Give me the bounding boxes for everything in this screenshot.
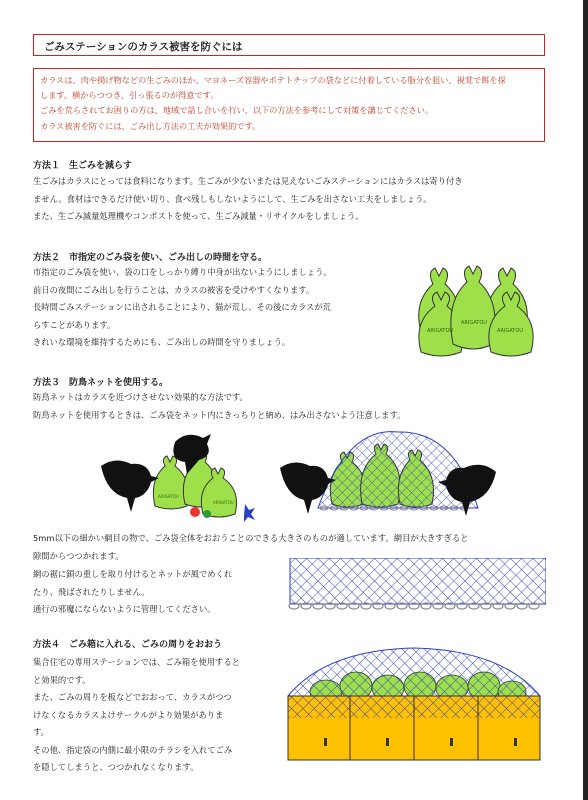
text-line: 5mm以下の細かい網目の物で、ごみ袋全体をおおうことのできる大きさのものが適しています。網目が大きすぎると	[33, 533, 469, 543]
intro-line: ごみを荒らされてお困りの方は、地域で話し合いを行い、以下の方法を参考にして対策を講じてください。	[40, 105, 434, 116]
protection-net-illustration	[278, 428, 498, 524]
intro-line: カラスは、肉や揚げ物などの生ごみのほか、マヨネーズ容器やポテトチップの袋などに付着している脂分を狙い、視覚で餌を探	[40, 75, 506, 85]
text-line: きれいな環境を維持するためにも、ごみ出しの時間を守りましょう。	[33, 337, 291, 347]
method4-text	[33, 654, 240, 777]
text-line: と効果的です。	[33, 674, 91, 685]
text-line: 網の裾に鎖の重しを取り付けるとネットが風でめくれ	[33, 569, 233, 579]
text-line: 防鳥ネットを使用するときは、ごみ袋をネット内にきっちりと納め、はみ出さないよう注意します。	[33, 409, 406, 420]
text-line: す。	[33, 727, 49, 737]
text-line: 通行の邪魔にならないように管理してください。	[33, 604, 216, 614]
text-line: 防鳥ネットはカラスを近づけさせない効果的な方法です。	[33, 392, 248, 402]
text-line: ません。食材はできるだけ使い切り、食べ残しもしないようにして、生ごみを出さない工夫をしましょう。	[33, 193, 432, 204]
bag-label: ARIGATOU	[427, 328, 453, 334]
method3-net-text	[33, 566, 232, 619]
page-title	[33, 34, 545, 56]
text-line: また、生ごみ減量処理機やコンポストを使って、生ごみ減量・リサイクルをしましょう。	[33, 211, 364, 221]
text-line: たり、飛ばされたりしません。	[33, 586, 150, 597]
text-line: 長時間ごみステーションに出されることにより、猫が荒し、その後にカラスが荒	[33, 302, 331, 312]
method3-heading: 方法３ 防鳥ネットを使用する。	[33, 378, 169, 388]
method3-text	[33, 389, 405, 424]
method2-text	[33, 264, 332, 352]
text-line: を隠してしまうと、つつかれなくなります。	[33, 762, 199, 772]
method2-heading: 方法２ 市指定のごみ袋を使い、ごみ出しの時間を守る。	[33, 253, 268, 263]
crow-proof-box-illustration	[286, 646, 542, 762]
text-line: また、ごみの周りを板などでおおって、カラスがつつ	[33, 692, 232, 702]
bird-net	[288, 648, 540, 696]
text-line: 集合住宅の専用ステーションでは、ごみ箱を使用すると	[33, 657, 240, 667]
text-line: 前日の夜間にごみ出しを行うことは、カラスの被害を受けやすくなります。	[33, 284, 315, 295]
page-title-text: ごみステーションのカラス被害を防ぐには	[44, 41, 243, 53]
crow-icon	[101, 460, 159, 512]
method4-heading: 方法４ ごみ箱に入れる、ごみの周りをおおう	[33, 640, 223, 650]
scattered-trash	[244, 504, 255, 522]
bird-net	[290, 558, 546, 604]
net-chain-illustration	[284, 558, 546, 616]
crows-scavenging-illustration	[95, 426, 265, 524]
text-line: らすことがあります。	[33, 319, 116, 330]
bag-label: ARIGATOU	[461, 320, 487, 326]
method1-heading: 方法１ 生ごみを減らす	[33, 161, 133, 171]
scattered-trash	[203, 510, 211, 518]
text-line: 生ごみはカラスにとっては食料になります。生ごみが少ないまたは見えないごみステーションにはカラスは寄り付き	[33, 176, 463, 186]
method1-text	[33, 173, 463, 226]
intro-line: カラス被害を防ぐには、ごみ出し方法の工夫が効果的です。	[40, 120, 261, 131]
garbage-bags-illustration	[405, 262, 543, 360]
text-line: その他、指定袋の内側に最小限のチラシを入れてごみ	[33, 744, 233, 755]
bag-label: ARIGATOU	[213, 500, 234, 505]
text-line: けなくなるカラスよけサークルがより効果がありま	[33, 709, 224, 720]
intro-box	[33, 68, 545, 142]
text-line: 市指定のごみ袋を使い、袋の口をしっかり縛り中身が出ないようにしましょう。	[33, 267, 332, 277]
text-line: 隙間からつつかれます。	[33, 550, 124, 561]
bag-label: ARIGATOU	[158, 494, 179, 499]
intro-line: します。横からつつき、引っ張るのが得意です。	[40, 90, 219, 101]
page-edge	[583, 0, 588, 800]
scattered-trash	[190, 507, 200, 517]
bag-label: ARIGATOU	[497, 328, 523, 334]
